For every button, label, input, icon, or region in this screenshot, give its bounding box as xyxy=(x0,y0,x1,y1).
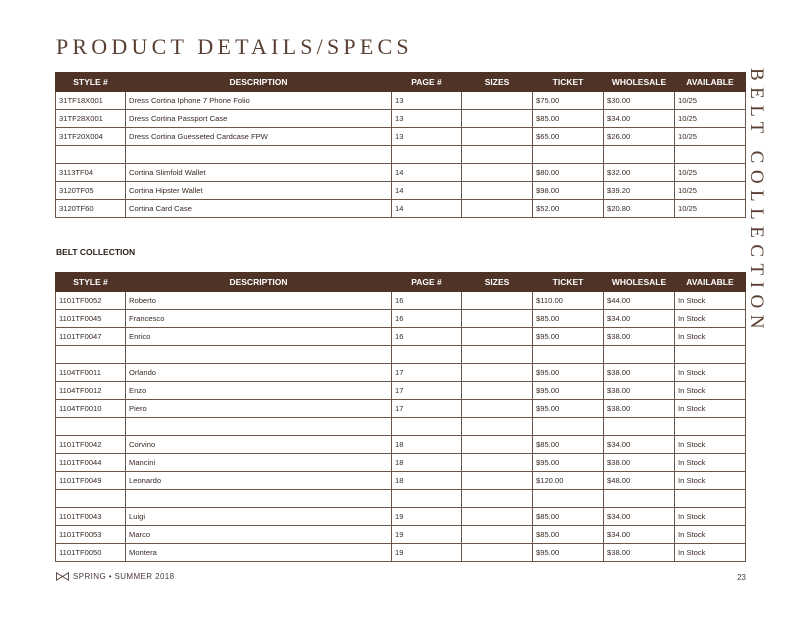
side-title-text: BELT COLLECTION xyxy=(746,68,767,335)
table-cell: $80.00 xyxy=(533,164,604,182)
table-cell: 19 xyxy=(392,508,462,526)
table-row xyxy=(56,454,746,472)
table-row xyxy=(56,364,746,382)
table-cell xyxy=(533,490,604,508)
table-cell xyxy=(462,526,533,544)
table-cell: Roberto xyxy=(126,292,392,310)
table-cell: 16 xyxy=(392,328,462,346)
table-cell: 13 xyxy=(392,128,462,146)
table-cell xyxy=(462,472,533,490)
table-cell: $85.00 xyxy=(533,526,604,544)
table-cell: 13 xyxy=(392,92,462,110)
table-cell xyxy=(675,146,746,164)
table-cell: $98.00 xyxy=(533,182,604,200)
table-cell xyxy=(462,200,533,218)
table-cell xyxy=(675,490,746,508)
table-cell xyxy=(462,418,533,436)
table-row xyxy=(56,328,746,346)
table-cell: Cortina Slimfold Wallet xyxy=(126,164,392,182)
column-header: PAGE # xyxy=(392,273,462,292)
table-cell xyxy=(462,400,533,418)
table-cell: 10/25 xyxy=(675,92,746,110)
table-cell: In Stock xyxy=(675,454,746,472)
table-cell: $38.00 xyxy=(604,400,675,418)
table-cell xyxy=(462,146,533,164)
table-row xyxy=(56,526,746,544)
table-row xyxy=(56,164,746,182)
table-header-row xyxy=(56,73,746,92)
table-cell: 1101TF0044 xyxy=(56,454,126,472)
table-cell: Montera xyxy=(126,544,392,562)
column-header: DESCRIPTION xyxy=(126,273,392,292)
table-cell xyxy=(462,310,533,328)
table-cell: 1101TF0047 xyxy=(56,328,126,346)
table-cell: $85.00 xyxy=(533,110,604,128)
table-cell: 10/25 xyxy=(675,128,746,146)
table-cell: 1101TF0053 xyxy=(56,526,126,544)
table-cell: $120.00 xyxy=(533,472,604,490)
table-cell: 10/25 xyxy=(675,182,746,200)
table-cell: $38.00 xyxy=(604,382,675,400)
table-row xyxy=(56,400,746,418)
column-header: WHOLESALE xyxy=(604,73,675,92)
table-row xyxy=(56,92,746,110)
column-header: AVAILABLE xyxy=(675,273,746,292)
table-cell xyxy=(604,418,675,436)
column-header: TICKET xyxy=(533,273,604,292)
column-header: AVAILABLE xyxy=(675,73,746,92)
table-cell: Mancini xyxy=(126,454,392,472)
table-cell xyxy=(462,128,533,146)
table-cell xyxy=(56,346,126,364)
table-cell: Francesco xyxy=(126,310,392,328)
table-cell: $85.00 xyxy=(533,508,604,526)
table-cell: Dress Cortina Passport Case xyxy=(126,110,392,128)
table-cell xyxy=(392,346,462,364)
table-cell xyxy=(462,508,533,526)
table-cell: 31TF28X001 xyxy=(56,110,126,128)
table-cell xyxy=(462,110,533,128)
table-cell xyxy=(462,92,533,110)
table-cell xyxy=(462,328,533,346)
table-row xyxy=(56,182,746,200)
table-cell: $110.00 xyxy=(533,292,604,310)
table-cell: $75.00 xyxy=(533,92,604,110)
table-cell xyxy=(126,146,392,164)
table-cell: Enzo xyxy=(126,382,392,400)
table-cell: 16 xyxy=(392,310,462,328)
table-cell: In Stock xyxy=(675,364,746,382)
table-cell: $95.00 xyxy=(533,364,604,382)
table-cell xyxy=(533,146,604,164)
table-cell: In Stock xyxy=(675,292,746,310)
table-cell: $48.00 xyxy=(604,472,675,490)
table-row xyxy=(56,508,746,526)
table-cell: $34.00 xyxy=(604,436,675,454)
table-cell: 14 xyxy=(392,200,462,218)
table-cell xyxy=(462,164,533,182)
table-cell: Dress Cortina Guesseted Cardcase FPW xyxy=(126,128,392,146)
table-cell: $95.00 xyxy=(533,382,604,400)
table-cell: 1101TF0043 xyxy=(56,508,126,526)
table-cell: $34.00 xyxy=(604,508,675,526)
table-cell xyxy=(392,418,462,436)
table-cell: 1101TF0050 xyxy=(56,544,126,562)
table-cell: 10/25 xyxy=(675,164,746,182)
column-header: STYLE # xyxy=(56,73,126,92)
table-cell: 16 xyxy=(392,292,462,310)
table-cell: 18 xyxy=(392,472,462,490)
table-cell: In Stock xyxy=(675,508,746,526)
table-cell: $38.00 xyxy=(604,364,675,382)
table-cell xyxy=(126,490,392,508)
column-header: PAGE # xyxy=(392,73,462,92)
bow-logo-icon xyxy=(56,572,69,581)
table-cell: $95.00 xyxy=(533,454,604,472)
table-cell: In Stock xyxy=(675,436,746,454)
column-header: DESCRIPTION xyxy=(126,73,392,92)
specs-table-accessories xyxy=(55,72,746,218)
table-row xyxy=(56,490,746,508)
table-cell: $32.00 xyxy=(604,164,675,182)
table-cell: 19 xyxy=(392,526,462,544)
table-cell: 1104TF0010 xyxy=(56,400,126,418)
column-header: WHOLESALE xyxy=(604,273,675,292)
table-cell: 10/25 xyxy=(675,110,746,128)
page-title: PRODUCT DETAILS/SPECS xyxy=(56,34,413,59)
page-number: 23 xyxy=(737,573,746,582)
table-cell: $95.00 xyxy=(533,328,604,346)
table-cell: Dress Cortina Iphone 7 Phone Folio xyxy=(126,92,392,110)
table-cell: In Stock xyxy=(675,382,746,400)
section-label: BELT COLLECTION xyxy=(56,247,136,257)
table-cell: 10/25 xyxy=(675,200,746,218)
table-cell: 1101TF0052 xyxy=(56,292,126,310)
table-cell: Enrico xyxy=(126,328,392,346)
table-header-row xyxy=(56,273,746,292)
table-cell: In Stock xyxy=(675,544,746,562)
table-cell: Cortina Card Case xyxy=(126,200,392,218)
table-cell xyxy=(604,346,675,364)
column-header: TICKET xyxy=(533,73,604,92)
table-cell: $85.00 xyxy=(533,310,604,328)
column-header: SIZES xyxy=(462,273,533,292)
table-cell: $65.00 xyxy=(533,128,604,146)
table-cell: 31TF20X004 xyxy=(56,128,126,146)
table-row xyxy=(56,310,746,328)
table-cell: 17 xyxy=(392,400,462,418)
table-cell: 13 xyxy=(392,110,462,128)
column-header: STYLE # xyxy=(56,273,126,292)
table-cell xyxy=(462,182,533,200)
table-cell: $95.00 xyxy=(533,400,604,418)
table-cell: $38.00 xyxy=(604,328,675,346)
table-cell: Orlando xyxy=(126,364,392,382)
table-cell xyxy=(533,346,604,364)
table-row xyxy=(56,436,746,454)
table-cell xyxy=(56,490,126,508)
table-cell: 31TF18X001 xyxy=(56,92,126,110)
table-cell xyxy=(462,364,533,382)
table-row xyxy=(56,346,746,364)
table-cell: Piero xyxy=(126,400,392,418)
table-row xyxy=(56,128,746,146)
table-cell: 19 xyxy=(392,544,462,562)
table-row xyxy=(56,200,746,218)
table-cell: 14 xyxy=(392,164,462,182)
table-cell xyxy=(392,146,462,164)
table-cell xyxy=(533,418,604,436)
table-cell: $85.00 xyxy=(533,436,604,454)
table-cell: Leonardo xyxy=(126,472,392,490)
specs-table-belts xyxy=(55,272,746,562)
table-cell xyxy=(462,382,533,400)
table-cell xyxy=(675,418,746,436)
table-cell xyxy=(604,146,675,164)
table-cell xyxy=(604,490,675,508)
table-cell: 1104TF0011 xyxy=(56,364,126,382)
table-cell: In Stock xyxy=(675,526,746,544)
table-cell xyxy=(462,436,533,454)
table-cell xyxy=(462,454,533,472)
table-cell xyxy=(56,418,126,436)
table-cell: $30.00 xyxy=(604,92,675,110)
table-row xyxy=(56,544,746,562)
table-cell: 3113TF04 xyxy=(56,164,126,182)
table-row xyxy=(56,472,746,490)
table-cell xyxy=(392,490,462,508)
table-cell: 17 xyxy=(392,382,462,400)
table-cell: $38.00 xyxy=(604,454,675,472)
table-cell: 1101TF0045 xyxy=(56,310,126,328)
table-cell: Corvino xyxy=(126,436,392,454)
table-cell: 14 xyxy=(392,182,462,200)
table-cell: In Stock xyxy=(675,328,746,346)
table-cell: $20.80 xyxy=(604,200,675,218)
table-row xyxy=(56,418,746,436)
table-cell: In Stock xyxy=(675,310,746,328)
table-cell: 3120TF60 xyxy=(56,200,126,218)
table-cell: Luigi xyxy=(126,508,392,526)
season-label: SPRING • SUMMER 2018 xyxy=(73,572,175,581)
table-cell: Marco xyxy=(126,526,392,544)
table-cell: $34.00 xyxy=(604,310,675,328)
table-cell: 18 xyxy=(392,436,462,454)
table-cell: Cortina Hipster Wallet xyxy=(126,182,392,200)
table-cell: 1101TF0049 xyxy=(56,472,126,490)
table-cell xyxy=(462,544,533,562)
table-cell: $44.00 xyxy=(604,292,675,310)
table-cell xyxy=(675,346,746,364)
table-cell: 3120TF05 xyxy=(56,182,126,200)
table-cell: $95.00 xyxy=(533,544,604,562)
table-row xyxy=(56,292,746,310)
table-row xyxy=(56,146,746,164)
table-cell: In Stock xyxy=(675,400,746,418)
table-row xyxy=(56,110,746,128)
table-cell: 17 xyxy=(392,364,462,382)
table-cell: $38.00 xyxy=(604,544,675,562)
table-cell xyxy=(126,346,392,364)
side-title xyxy=(745,68,775,368)
table-cell xyxy=(462,292,533,310)
table-cell xyxy=(126,418,392,436)
footer xyxy=(56,572,175,581)
table-cell: 18 xyxy=(392,454,462,472)
column-header: SIZES xyxy=(462,73,533,92)
table-cell xyxy=(56,146,126,164)
table-cell: $34.00 xyxy=(604,110,675,128)
table-cell: $34.00 xyxy=(604,526,675,544)
table-cell: $26.00 xyxy=(604,128,675,146)
table-cell: $52.00 xyxy=(533,200,604,218)
table-cell: 1104TF0012 xyxy=(56,382,126,400)
table-cell: In Stock xyxy=(675,472,746,490)
table-cell xyxy=(462,490,533,508)
table-cell: $39.20 xyxy=(604,182,675,200)
table-row xyxy=(56,382,746,400)
table-cell: 1101TF0042 xyxy=(56,436,126,454)
table-cell xyxy=(462,346,533,364)
